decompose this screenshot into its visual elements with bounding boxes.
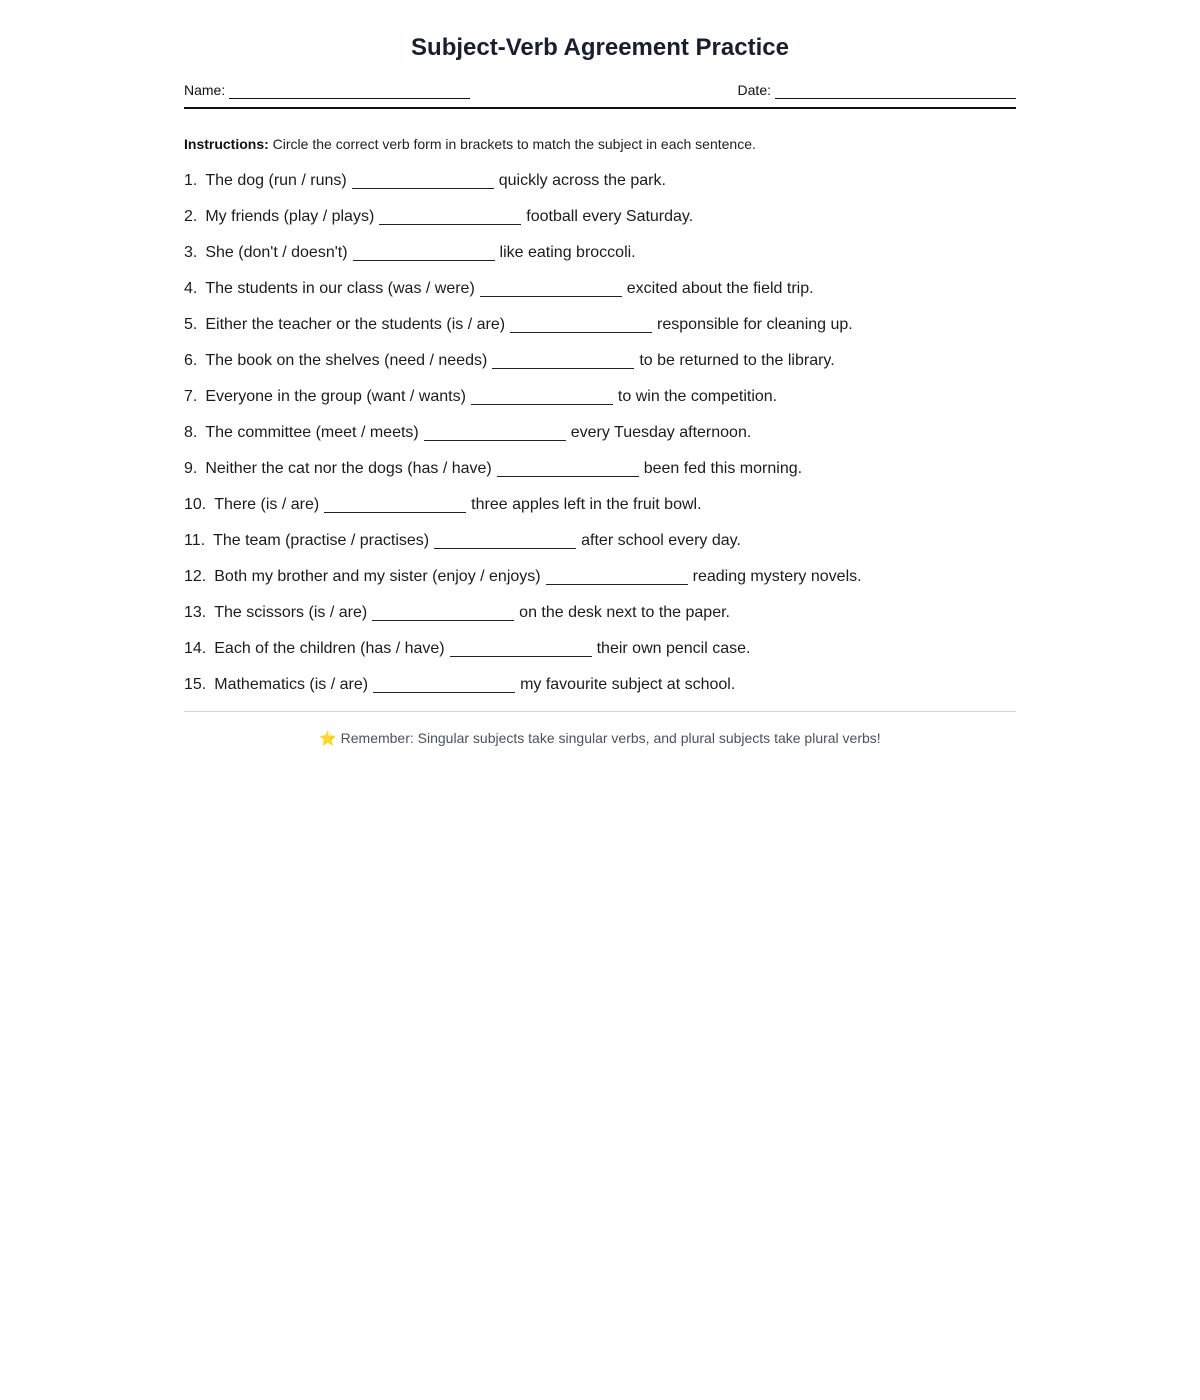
question-number: 13.	[184, 604, 207, 621]
question-text-before: There (is / are)	[214, 496, 320, 513]
question-text-after: excited about the field trip.	[626, 280, 814, 297]
page-title: Subject-Verb Agreement Practice	[411, 34, 789, 61]
question-text-before: The committee (meet / meets)	[205, 424, 419, 441]
question-text-before: Each of the children (has / have)	[214, 640, 445, 657]
question-text-before: The students in our class (was / were)	[205, 280, 475, 297]
answer-blank[interactable]	[492, 351, 634, 369]
question-number: 7.	[184, 388, 198, 405]
question-number: 1.	[184, 172, 198, 189]
question-item	[184, 243, 1016, 279]
question-item	[184, 567, 1016, 603]
question-item	[184, 387, 1016, 423]
question-text-before: The dog (run / runs)	[205, 172, 347, 189]
question-number: 5.	[184, 316, 198, 333]
date-line[interactable]	[775, 84, 1016, 99]
worksheet	[184, 0, 1016, 747]
name-field	[184, 81, 470, 99]
question-number: 11.	[184, 532, 206, 549]
question-text-after: reading mystery novels.	[692, 568, 862, 585]
question-text-after: three apples left in the fruit bowl.	[471, 496, 702, 513]
answer-blank[interactable]	[324, 495, 466, 513]
answer-blank[interactable]	[352, 171, 494, 189]
footer-reminder	[184, 729, 1016, 747]
answer-blank[interactable]	[480, 279, 622, 297]
question-number: 14.	[184, 640, 207, 657]
question-item	[184, 675, 1016, 711]
star-icon: ⭐	[319, 730, 337, 746]
question-text-before: The book on the shelves (need / needs)	[205, 352, 488, 369]
answer-blank[interactable]	[373, 675, 515, 693]
question-text-before: Either the teacher or the students (is / are)	[205, 316, 506, 333]
question-number: 4.	[184, 280, 198, 297]
question-number: 9.	[184, 460, 198, 477]
question-text-before: My friends (play / plays)	[205, 208, 375, 225]
question-number: 8.	[184, 424, 198, 441]
question-number: 6.	[184, 352, 198, 369]
question-text-before: Neither the cat nor the dogs (has / have)	[205, 460, 492, 477]
question-text-before: The team (practise / practises)	[213, 532, 430, 549]
question-text-before: The scissors (is / are)	[214, 604, 368, 621]
question-text-after: their own pencil case.	[596, 640, 751, 657]
question-text-after: to be returned to the library.	[639, 352, 835, 369]
question-number: 3.	[184, 244, 198, 261]
header-fields	[184, 81, 1016, 109]
answer-blank[interactable]	[497, 459, 639, 477]
question-item	[184, 495, 1016, 531]
question-number: 12.	[184, 568, 207, 585]
date-field	[738, 81, 1016, 99]
name-line[interactable]	[229, 84, 470, 99]
instructions	[184, 135, 1016, 153]
question-item	[184, 279, 1016, 315]
question-item	[184, 639, 1016, 675]
question-text-after: quickly across the park.	[498, 172, 666, 189]
name-label: Name:	[184, 82, 226, 98]
answer-blank[interactable]	[353, 243, 495, 261]
answer-blank[interactable]	[546, 567, 688, 585]
question-number: 2.	[184, 208, 198, 225]
question-text-after: every Tuesday afternoon.	[570, 424, 752, 441]
question-text-after: on the desk next to the paper.	[519, 604, 730, 621]
question-text-after: responsible for cleaning up.	[657, 316, 853, 333]
question-item	[184, 603, 1016, 639]
question-list	[184, 171, 1016, 711]
question-number: 10.	[184, 496, 207, 513]
question-item	[184, 351, 1016, 387]
question-text-before: Mathematics (is / are)	[214, 676, 369, 693]
answer-blank[interactable]	[424, 423, 566, 441]
question-item	[184, 207, 1016, 243]
reminder-text: Remember: Singular subjects take singular verbs, and plural subjects take plural verbs!	[340, 730, 881, 746]
question-text-after: football every Saturday.	[526, 208, 694, 225]
answer-blank[interactable]	[510, 315, 652, 333]
footer-divider	[184, 711, 1016, 712]
answer-blank[interactable]	[379, 207, 521, 225]
question-text-after: like eating broccoli.	[499, 244, 636, 261]
question-item	[184, 459, 1016, 495]
answer-blank[interactable]	[372, 603, 514, 621]
question-item	[184, 423, 1016, 459]
answer-blank[interactable]	[450, 639, 592, 657]
question-text-before: She (don't / doesn't)	[205, 244, 348, 261]
question-text-after: my favourite subject at school.	[520, 676, 736, 693]
instructions-label: Instructions:	[184, 136, 269, 152]
question-text-after: been fed this morning.	[643, 460, 803, 477]
date-label: Date:	[737, 82, 771, 98]
question-text-before: Everyone in the group (want / wants)	[205, 388, 466, 405]
question-text-before: Both my brother and my sister (enjoy / enjoys)	[214, 568, 541, 585]
answer-blank[interactable]	[471, 387, 613, 405]
question-number: 15.	[184, 676, 207, 693]
question-item	[184, 315, 1016, 351]
question-text-after: to win the competition.	[617, 388, 778, 405]
answer-blank[interactable]	[434, 531, 576, 549]
question-item	[184, 531, 1016, 567]
question-item	[184, 171, 1016, 207]
instructions-text: Circle the correct verb form in brackets to match the subject in each sentence.	[272, 136, 756, 152]
question-text-after: after school every day.	[581, 532, 741, 549]
